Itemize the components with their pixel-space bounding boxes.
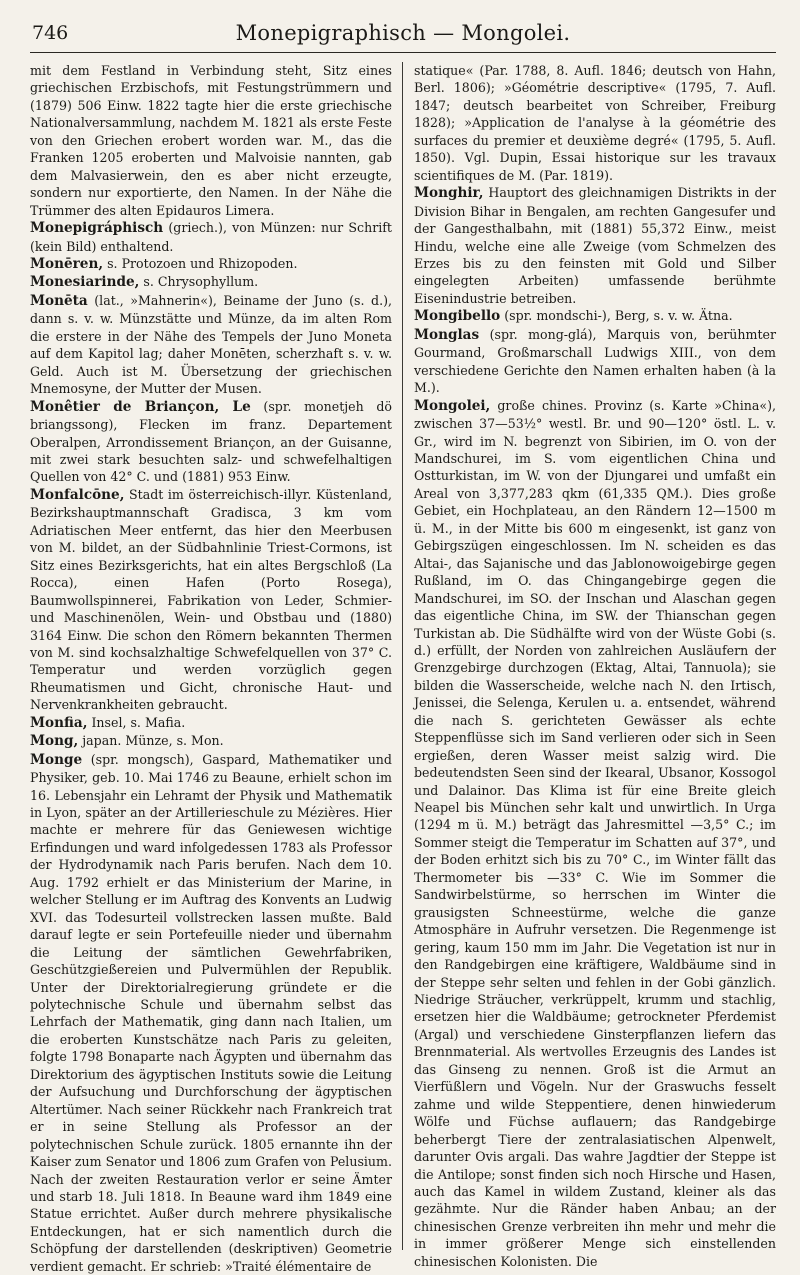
entry-headword: Monêtier de Briançon, Le [30,398,251,415]
dictionary-entry [30,732,392,750]
entry-headword: Monepigráphisch [30,220,164,237]
column-divider [402,62,403,1250]
entry-headword: Monge [30,751,83,768]
dictionary-entry [30,751,392,1275]
entry-text: mit dem Festland in Verbindung steht, Sitz eines griechischen Erzbischofs, mit Festungstrümmern und (1879) 506 Einw. 1822 tagte hier die erste griechische Nationalversammlung, nachdem M. 1821 als erste Feste von den Griechen erobert worden war. M., das die Franken 1205 eroberten und Malvoisie nannten, gab dem Malvasierwein, den es aber nicht erzeugte, sondern nur exportierte, den Namen. In der Nähe die Trümmer des alten Epidauros Limera. [30,63,392,218]
entry-headword: Monglas [414,326,480,343]
dictionary-entry [414,326,776,397]
entry-text: Insel, s. Mafia. [91,714,186,730]
entry-headword: Monghir, [414,185,484,202]
page-number: 746 [32,22,69,44]
left-column [30,62,392,1274]
page-header [30,18,776,53]
running-title: Monepigraphisch — Mongolei. [235,21,571,45]
dictionary-entry [30,273,392,291]
entry-text: statique« (Par. 1788, 8. Aufl. 1846; deutsch von Hahn, Berl. 1806); »Géométrie descriptive« (1795, 7. Aufl. 1847; deutsch bearbeitet von Schreiber, Freiburg 1828); »Application de l'analyse à la géométrie des surfaces du premier et deuxième degré« (1795, 5. Aufl. 1850). Vgl. Dupin, Essai historique sur les travaux scientifiques de M. (Par. 1819). [414,63,776,183]
dictionary-entry [30,398,392,486]
entry-text: (griech.), von Münzen: nur Schrift (kein Bild) enthaltend. [30,220,392,254]
dictionary-entry [30,714,392,732]
dictionary-entry [414,307,776,325]
entry-text: s. Chrysophyllum. [143,274,259,290]
right-column [414,62,776,1269]
dictionary-entry [30,255,392,273]
entry-text: s. Protozoen und Rhizopoden. [107,255,298,271]
entry-headword: Monesiarinde, [30,274,140,291]
entry-text: (spr. mondschi-), Berg, s. v. w. Ätna. [504,308,733,324]
entry-headword: Mongibello [414,308,501,325]
entry-headword: Mongolei, [414,397,491,414]
entry-text: (lat., »Mahnerin«), Beiname der Juno (s. d.), dann s. v. w. Münzstätte und Münze, da im alten Rom die erstere in der Nähe des Tempels der Juno Moneta auf dem Kapitol lag; daher Monēten, scherzhaft s. v. w. Geld. Auch ist M. Übersetzung der griechischen Mnemosyne, der Mutter der Musen. [30,292,392,397]
entry-headword: Monfalcōne, [30,486,125,503]
dictionary-entry [30,292,392,398]
entry-headword: Monēta [30,292,88,309]
entry-continuation [414,62,776,184]
entry-text: (spr. mongsch), Gaspard, Mathematiker und Physiker, geb. 10. Mai 1746 zu Beaune, erhielt schon im 16. Lebensjahr ein Lehramt der Physik und Mathematik in Lyon, später an der Artillerieschule zu Mézières. Hier machte er mehrere für das Geniewesen wichtige Erfindungen und ward infolgedessen 1783 als Professor der Hydrodynamik nach Paris berufen. Nach dem 10. Aug. 1792 erhielt er das Ministerium der Marine, in welcher Stellung er im Auftrag des Konvents an Ludwig XVI. das Todesurteil vollstrecken lassen mußte. Bald darauf legte er sein Portefeuille nieder und übernahm die Leitung der sämtlichen Gewehrfabriken, Geschützgießereien und Pulvermühlen der Republik. Unter der Direktorialregierung gründete er die polytechnische Schule und übernahm selbst das Lehrfach der Mathematik, ging dann nach Italien, um die eroberten Kunstschätze nach Paris zu geleiten, folgte 1798 Bonaparte nach Ägypten und übernahm das Direktorium des ägyptischen Instituts sowie die Leitung der Aufsuchung und Durchforschung der ägyptischen Altertümer. Nach seiner Rückkehr nach Frankreich trat er in seine Stellung als Professor an der polytechnischen Schule zurück. 1805 ernannte ihn der Kaiser zum Senator und 1806 zum Grafen von Pelusium. Nach der zweiten Restauration verlor er seine Ämter und starb 18. Juli 1818. In Beaune ward ihm 1849 eine Statue errichtet. Außer durch mehrere physikalische Entdeckungen, hat er sich namentlich durch die Schöpfung der darstellenden (deskriptiven) Geometrie verdient gemacht. Er schrieb: »Traité élémentaire de [30,751,392,1274]
entry-text: Stadt im österreichisch-illyr. Küstenland, Bezirkshauptmannschaft Gradisca, 3 km vom Adriatischen Meer entfernt, das hier den Meerbusen von M. bildet, an der Südbahnlinie Triest-Cormons, ist Sitz eines Bezirksgerichts, hat ein altes Bergschloß (La Rocca), einen Hafen (Porto Rosega), Baumwollspinnerei, Fabrikation von Leder, Schmier- und Maschinenölen, Wein- und Obstbau und (1880) 3164 Einw. Die schon den Römern bekannten Thermen von M. sind kochsalzhaltige Schwefelquellen von 37° C. Temperatur und werden vorzüglich gegen Rheumatismen und Gicht, chronische Haut- und Nervenkrankheiten gebraucht. [30,486,392,713]
entry-headword: Monfia, [30,714,88,731]
entry-text: (spr. monetjeh dö briangssong), Flecken im franz. Departement Oberalpen, Arrondissement Briançon, an der Guisanne, mit zwei stark besuchten salz- und schwefelhaltigen Quellen von 42° C. und (1881) 953 Einw. [30,398,392,485]
entry-text: (spr. mong-glá), Marquis von, berühmter Gourmand, Großmarschall Ludwigs XIII., von dem verschiedene Gerichte den Namen erhalten haben (à la M.). [414,326,776,396]
text-columns [30,62,776,1274]
dictionary-entry [414,184,776,307]
entry-headword: Monēren, [30,255,104,272]
entry-text: große chines. Provinz (s. Karte »China«), zwischen 37—53½° westl. Br. und 90—120° östl. L. v. Gr., wird im N. begrenzt von Sibirien, im O. von der Mandschurei, im S. vom eigentlichen China und Ostturkistan, im W. von der Djungarei und umfaßt ein Areal von 3,377,283 qkm (61,335 QM.). Dies große Gebiet, ein Hochplateau, an den Rändern 12—1500 m ü. M., in der Mitte bis 600 m eingesenkt, ist ganz von Gebirgszügen eingeschlossen. Im N. scheiden es das Altai-, das Sajanische und das Jablonowoigebirge gegen Rußland, im O. das Chingangebirge gegen die Mandschurei, im SO. der Inschan und Alaschan gegen das eigentliche China, im SW. der Thianschan gegen Turkistan ab. Die Südhälfte wird von der Wüste Gobi (s. d.) erfüllt, der Norden von zahlreichen Ausläufern der Grenzgebirge durchzogen (Ektag, Altai, Tannuola); sie bilden die Wasserscheide, welche nach N. den Irtisch, Jenissei, die Selenga, Kerulen u. a. entsendet, während die nach S. gerichteten Gewässer als echte Steppenflüsse sich im Sand verlieren oder sich in Seen ergießen, deren Wasser meist salzig wird. Die bedeutendsten Seen sind der Ikearal, Ubsanor, Kossogol und Dalainor. Das Klima ist für eine Breite gleich Neapel bis München sehr kalt und unwirtlich. In Urga (1294 m ü. M.) beträgt das Jahresmittel —3,5° C.; im Sommer steigt die Temperatur im Schatten auf 37°, und der Boden erhitzt sich bis zu 70° C., im Winter fällt das Thermometer bis —33° C. Wie im Sommer die Sandwirbelstürme, so herrschen im Winter die grausigsten Schneestürme, welche die ganze Atmosphäre in Aufruhr versetzen. Die Regenmenge ist gering, kaum 150 mm im Jahr. Die Vegetation ist nur in den Randgebirgen eine kräftigere, Waldbäume sind in der Steppe sehr selten und fehlen in der Gobi gänzlich. Niedrige Sträucher, verkrüppelt, krumm und stachlig, ersetzen hier die Waldbäume; getrockneter Pferdemist (Argal) und verschiedene Ginsterpflanzen liefern das Brennmaterial. Als wertvolles Erzeugnis des Landes ist das Ginseng zu nennen. Groß ist die Armut an Vierfüßlern und Vögeln. Nur der Graswuchs fesselt zahme und wilde Steppentiere, denen hinwiederum Wölfe und Füchse auflauern; das Randgebirge beherbergt Tiere der zentralasiatischen Alpenwelt, darunter Ovis argali. Das wahre Jagdtier der Steppe ist die Antilope; sonst finden sich noch Hirsche und Hasen, auch das Kamel in wildem Zustand, kleiner als das gezähmte. Nur die Ränder haben Anbau; an der chinesischen Grenze verbreiten ihn mehr und mehr die in immer größerer Menge sich einstellenden chinesischen Kolonisten. Die [414,397,776,1269]
dictionary-entry [414,397,776,1271]
entry-text: Hauptort des gleichnamigen Distrikts in der Division Bihar in Bengalen, am rechten Gangesufer und der Gangesthalbahn, mit (1881) 55,372 Einw., meist Hindu, welche eine alle Zweige (vom Schmelzen des Erzes bis zu den feinsten mit Gold und Silber eingelegten Arbeiten) umfassende berühmte Eisenindustrie betreiben. [414,185,776,306]
dictionary-entry [30,486,392,714]
entry-continuation [30,62,392,219]
entry-text: japan. Münze, s. Mon. [82,733,224,749]
dictionary-entry [30,219,392,255]
entry-headword: Mong, [30,733,79,750]
dictionary-page [30,18,776,1274]
